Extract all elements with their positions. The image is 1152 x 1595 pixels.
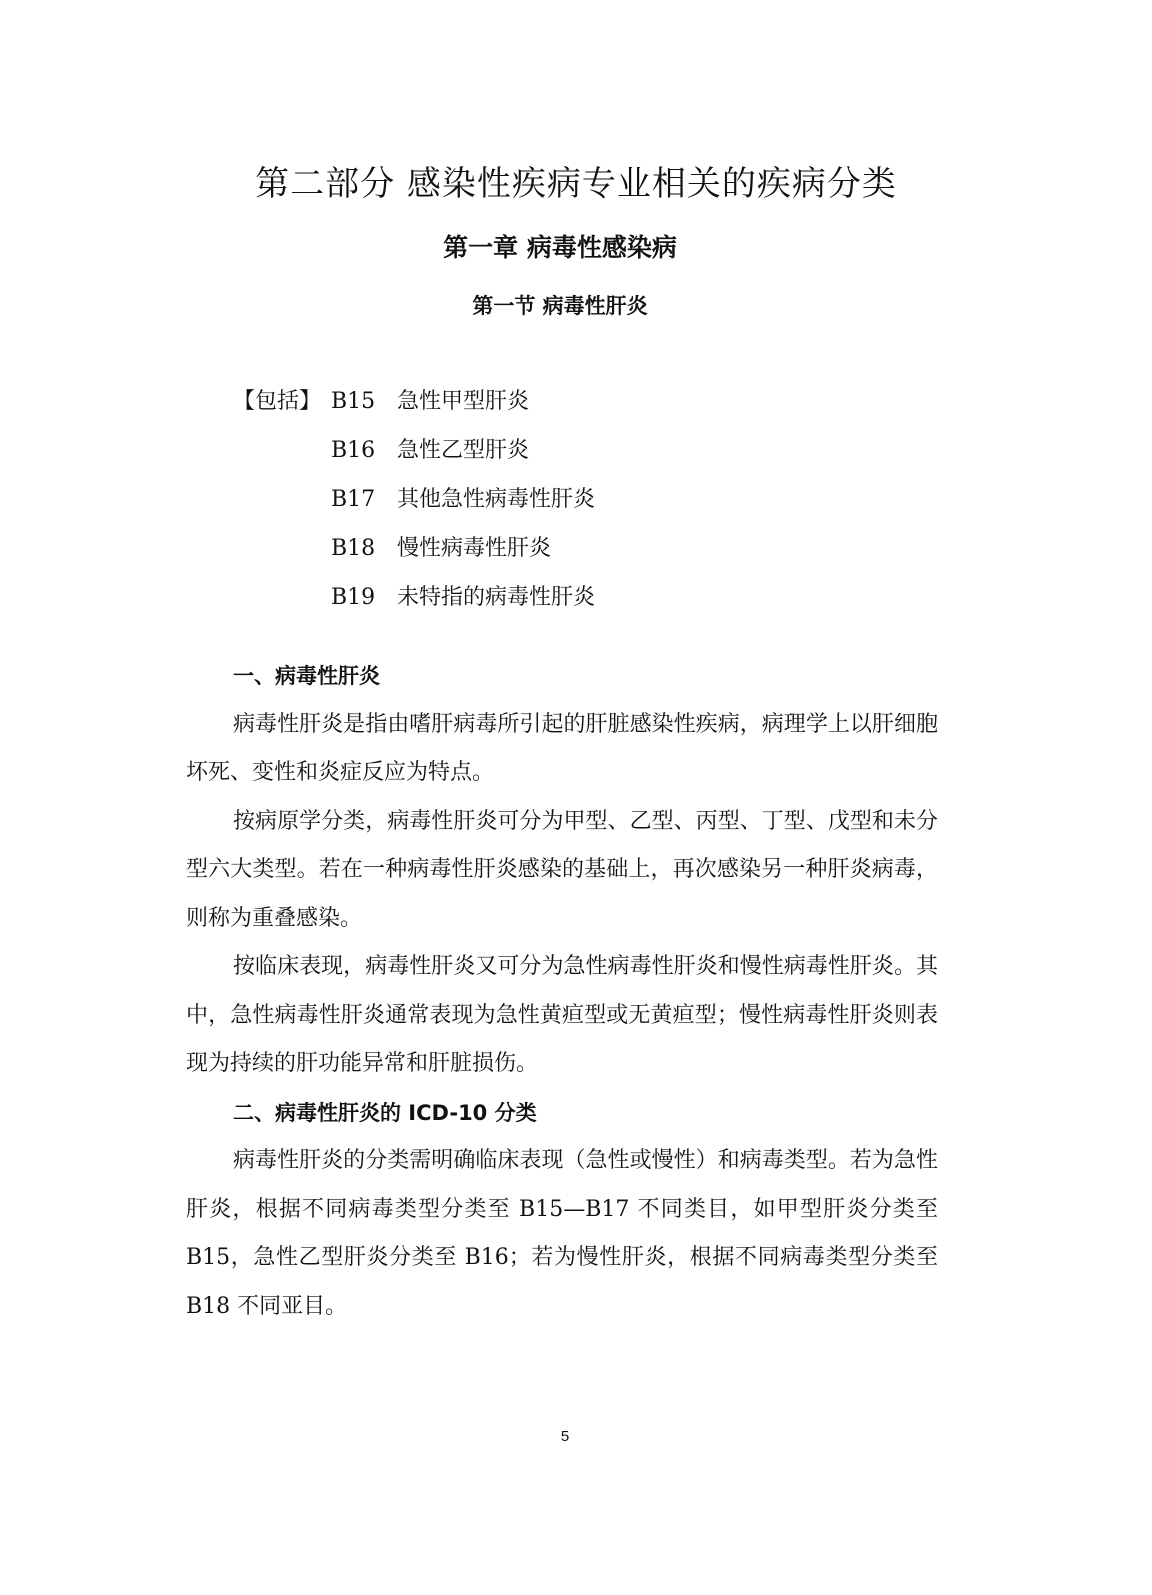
include-name: 急性甲型肝炎	[397, 389, 530, 414]
paragraph-icd-rules: 病毒性肝炎的分类需明确临床表现（急性或慢性）和病毒类型。若为急性肝炎，根据不同病毒类型分类至 B15—B17 不同类目，如甲型肝炎分类至 B15，急性乙型肝炎分类至 B16；若为慢性肝炎，根据不同病毒类型分类至 B18 不同亚目。	[186, 1148, 938, 1319]
body-text	[186, 652, 938, 1331]
part-title: 第二部分 感染性疾病专业相关的疾病分类	[255, 164, 897, 204]
include-item	[233, 475, 595, 524]
include-name: 未特指的病毒性肝炎	[397, 585, 596, 610]
include-code: B19	[331, 585, 376, 610]
include-name: 其他急性病毒性肝炎	[397, 487, 596, 512]
paragraph-clinical: 按临床表现，病毒性肝炎又可分为急性病毒性肝炎和慢性病毒性肝炎。其中，急性病毒性肝炎通常表现为急性黄疸型或无黄疸型；慢性病毒性肝炎则表现为持续的肝功能异常和肝脏损伤。	[186, 954, 938, 1076]
include-name: 慢性病毒性肝炎	[397, 536, 552, 561]
includes-label-spacer	[233, 524, 331, 573]
includes-label: 【包括】	[233, 389, 322, 414]
include-name: 急性乙型肝炎	[397, 438, 530, 463]
include-item	[233, 573, 595, 622]
include-item	[233, 524, 595, 573]
include-code: B16	[331, 438, 376, 463]
include-item	[233, 426, 595, 475]
heading-viral-hepatitis: 一、病毒性肝炎	[233, 664, 380, 688]
page-number: 5	[560, 1428, 570, 1445]
chapter-title: 第一章 病毒性感染病	[443, 233, 677, 262]
paragraph-etiology: 按病原学分类，病毒性肝炎可分为甲型、乙型、丙型、丁型、戊型和未分型六大类型。若在一种病毒性肝炎感染的基础上，再次感染另一种肝炎病毒，则称为重叠感染。	[186, 808, 938, 931]
section-title: 第一节 病毒性肝炎	[472, 294, 648, 318]
includes-list	[233, 377, 595, 622]
includes-label-spacer	[233, 475, 331, 524]
includes-label-spacer	[233, 426, 331, 475]
include-code: B17	[331, 487, 376, 512]
paragraph-definition: 病毒性肝炎是指由嗜肝病毒所引起的肝脏感染性疾病，病理学上以肝细胞坏死、变性和炎症反应为特点。	[186, 711, 938, 785]
include-code: B15	[331, 389, 376, 414]
include-code: B18	[331, 536, 376, 561]
include-item	[233, 377, 595, 426]
heading-icd-classification: 二、病毒性肝炎的 ICD-10 分类	[233, 1100, 537, 1125]
includes-label-spacer	[233, 573, 331, 622]
